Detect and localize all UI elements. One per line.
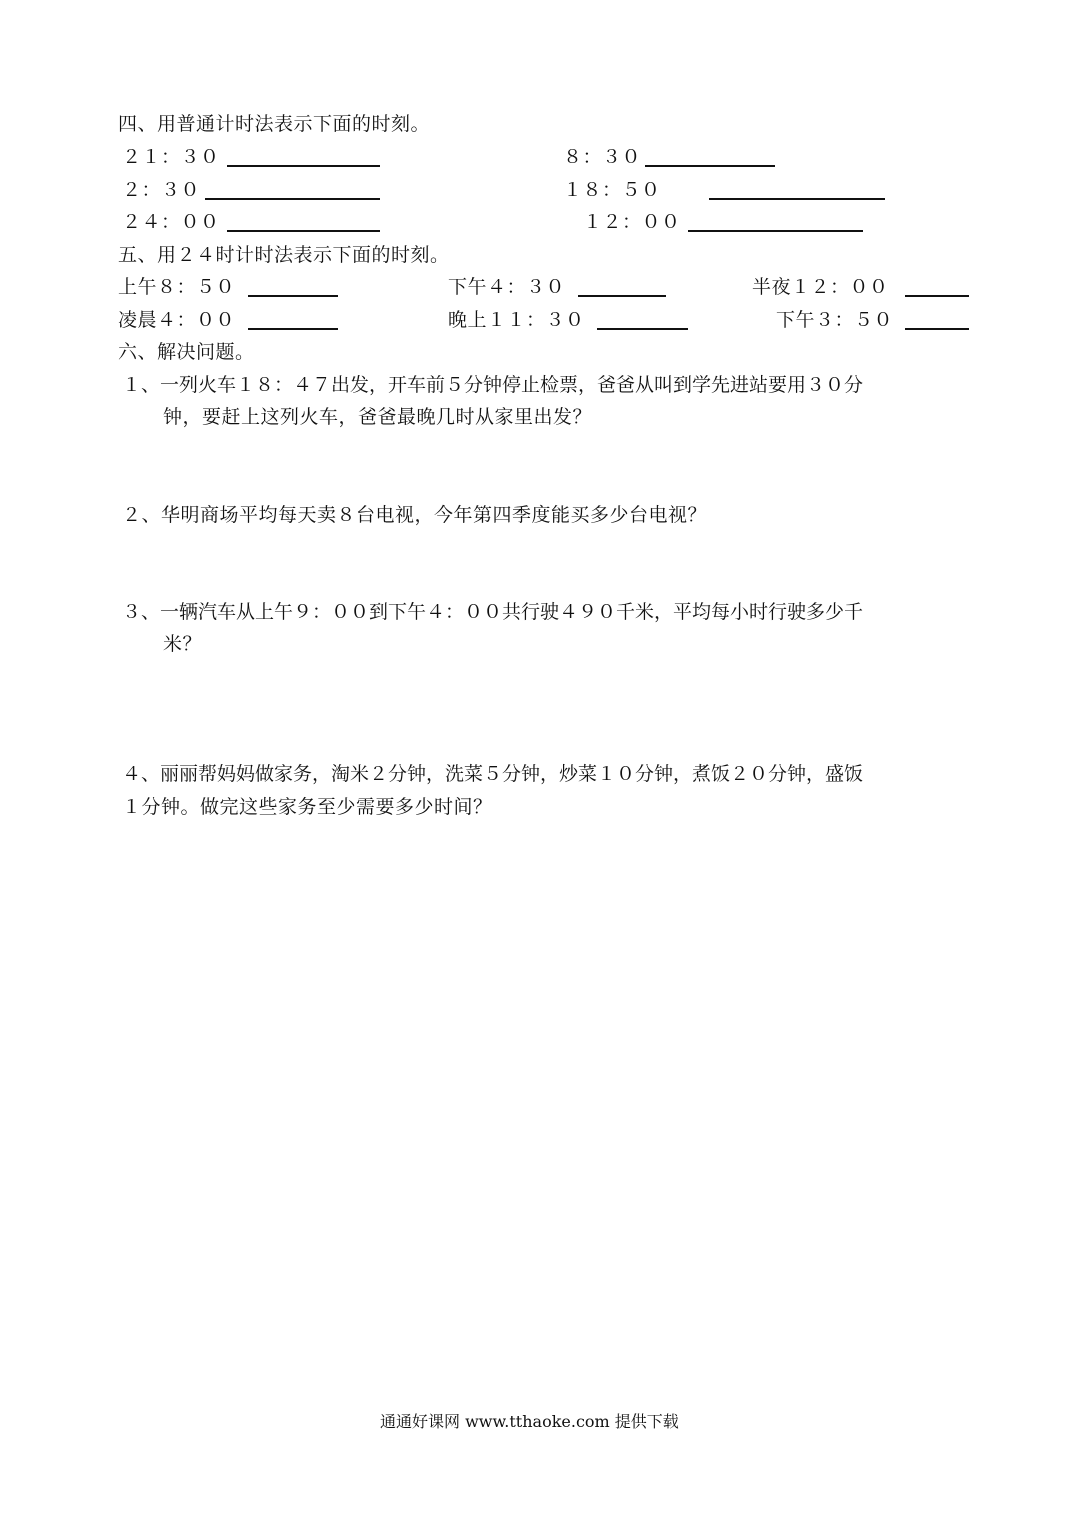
answer-blank[interactable] <box>645 165 775 167</box>
answer-blank[interactable] <box>248 295 338 297</box>
time-item: ８：３０ <box>563 146 642 168</box>
answer-blank[interactable] <box>227 165 380 167</box>
time-item: 凌晨４：００ <box>118 309 236 331</box>
time-item: 下午４：３０ <box>448 276 566 298</box>
question-2: ２、华明商场平均每天卖８台电视，今年第四季度能买多少台电视？ <box>122 504 708 526</box>
time-item: 半夜１２：００ <box>752 276 889 298</box>
time-item: ２１：３０ <box>122 146 220 168</box>
answer-blank[interactable] <box>205 198 380 200</box>
answer-blank[interactable] <box>905 328 969 330</box>
time-item: 下午３：５０ <box>776 309 894 331</box>
answer-blank[interactable] <box>248 328 338 330</box>
answer-blank[interactable] <box>905 295 969 297</box>
time-item: １８：５０ <box>563 179 661 201</box>
question-4-line-2: １分钟。做完这些家务至少需要多少时间？ <box>122 796 493 818</box>
time-item: ２４：００ <box>122 211 220 233</box>
time-item: 晚上１１：３０ <box>448 309 585 331</box>
time-item: ２：３０ <box>122 179 201 201</box>
question-3-line-1: ３、一辆汽车从上午９：００到下午４：００共行驶４９０千米，平均每小时行驶多少千 <box>122 601 864 623</box>
question-1-line-1: １、一列火车１８：４７出发，开车前５分钟停止检票，爸爸从叫到学先进站要用３０分 <box>122 374 864 396</box>
footer-credit: 通通好课网 www.tthaoke.com 提供下载 <box>380 1412 679 1431</box>
time-item: １２：００ <box>583 211 681 233</box>
answer-blank[interactable] <box>709 198 885 200</box>
section-5-heading: 五、用２４时计时法表示下面的时刻。 <box>118 244 450 266</box>
section-6-heading: 六、解决问题。 <box>118 341 255 363</box>
answer-blank[interactable] <box>597 328 688 330</box>
time-item: 上午８：５０ <box>118 276 236 298</box>
question-1-line-2: 钟，要赶上这列火车，爸爸最晚几时从家里出发？ <box>163 406 593 428</box>
question-3-line-2: 米？ <box>163 633 203 655</box>
answer-blank[interactable] <box>578 295 666 297</box>
answer-blank[interactable] <box>688 230 863 232</box>
answer-blank[interactable] <box>227 230 380 232</box>
section-4-heading: 四、用普通计时法表示下面的时刻。 <box>118 113 431 135</box>
question-4-line-1: ４、丽丽帮妈妈做家务，淘米２分钟，洗菜５分钟，炒菜１０分钟，煮饭２０分钟，盛饭 <box>122 763 864 785</box>
